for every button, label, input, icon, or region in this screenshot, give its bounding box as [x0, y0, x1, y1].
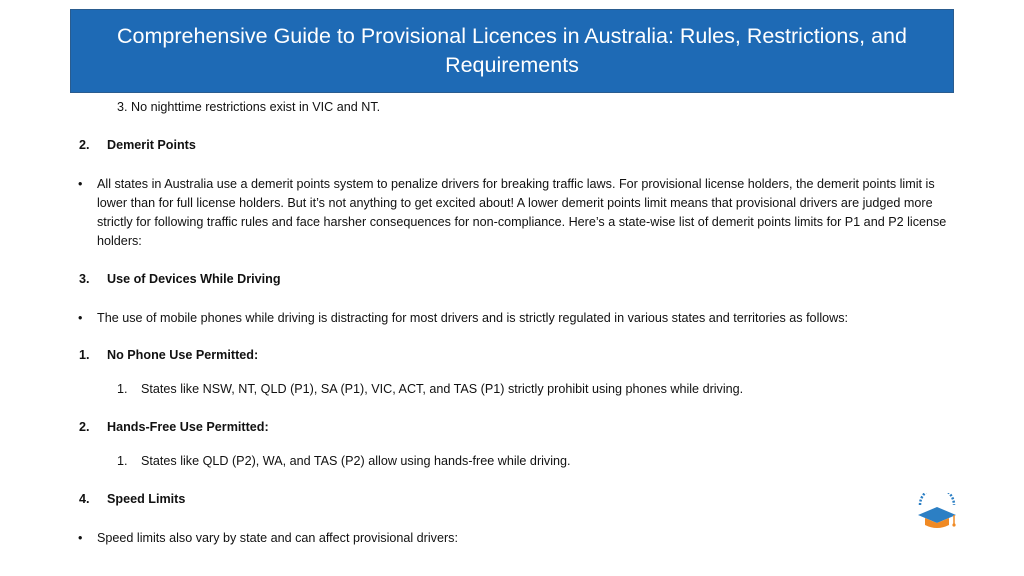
bullet-icon: • [78, 177, 83, 191]
list-text: States like QLD (P2), WA, and TAS (P2) allow using hands-free while driving. [141, 454, 571, 468]
demerit-paragraph: All states in Australia use a demerit points system to penalize drivers for breaking traffic laws. For provisional license holders, the demerit points limit is lower than for full license holders. But it’s not anything to get excited about! A lower demerit points limit means that provisional drivers are judged more strictly for following traffic rules and face harsher consequences for non-compliance. Here’s a state-wise list of demerit points limits for P1 and P2 license holders: [97, 177, 947, 248]
list-number: 1. [117, 454, 128, 468]
section-heading: Demerit Points [107, 138, 196, 152]
bullet-icon: • [78, 531, 83, 545]
section-number: 4. [79, 492, 90, 506]
page-title: Comprehensive Guide to Provisional Licences in Australia: Rules, Restrictions, and Requirements [117, 24, 907, 77]
subsection-number: 1. [79, 348, 90, 362]
driving-academy-logo-icon [914, 493, 960, 531]
subsection-heading: Hands-Free Use Permitted: [107, 420, 269, 434]
speed-paragraph: Speed limits also vary by state and can affect provisional drivers: [97, 531, 458, 545]
section-heading: Speed Limits [107, 492, 186, 506]
subsection-heading: No Phone Use Permitted: [107, 348, 259, 362]
title-banner [70, 9, 954, 93]
bullet-icon: • [78, 311, 83, 325]
subsection-number: 2. [79, 420, 90, 434]
list-text: States like NSW, NT, QLD (P1), SA (P1), VIC, ACT, and TAS (P1) strictly prohibit using phones while driving. [141, 382, 744, 396]
section-heading: Use of Devices While Driving [107, 272, 281, 286]
section-number: 3. [79, 272, 90, 286]
section-number: 2. [79, 138, 90, 152]
nighttime-restriction-item: 3. No nighttime restrictions exist in VIC and NT. [117, 100, 381, 114]
devices-paragraph: The use of mobile phones while driving is distracting for most drivers and is strictly regulated in various states and territories as follows: [97, 311, 849, 325]
list-number: 1. [117, 382, 128, 396]
